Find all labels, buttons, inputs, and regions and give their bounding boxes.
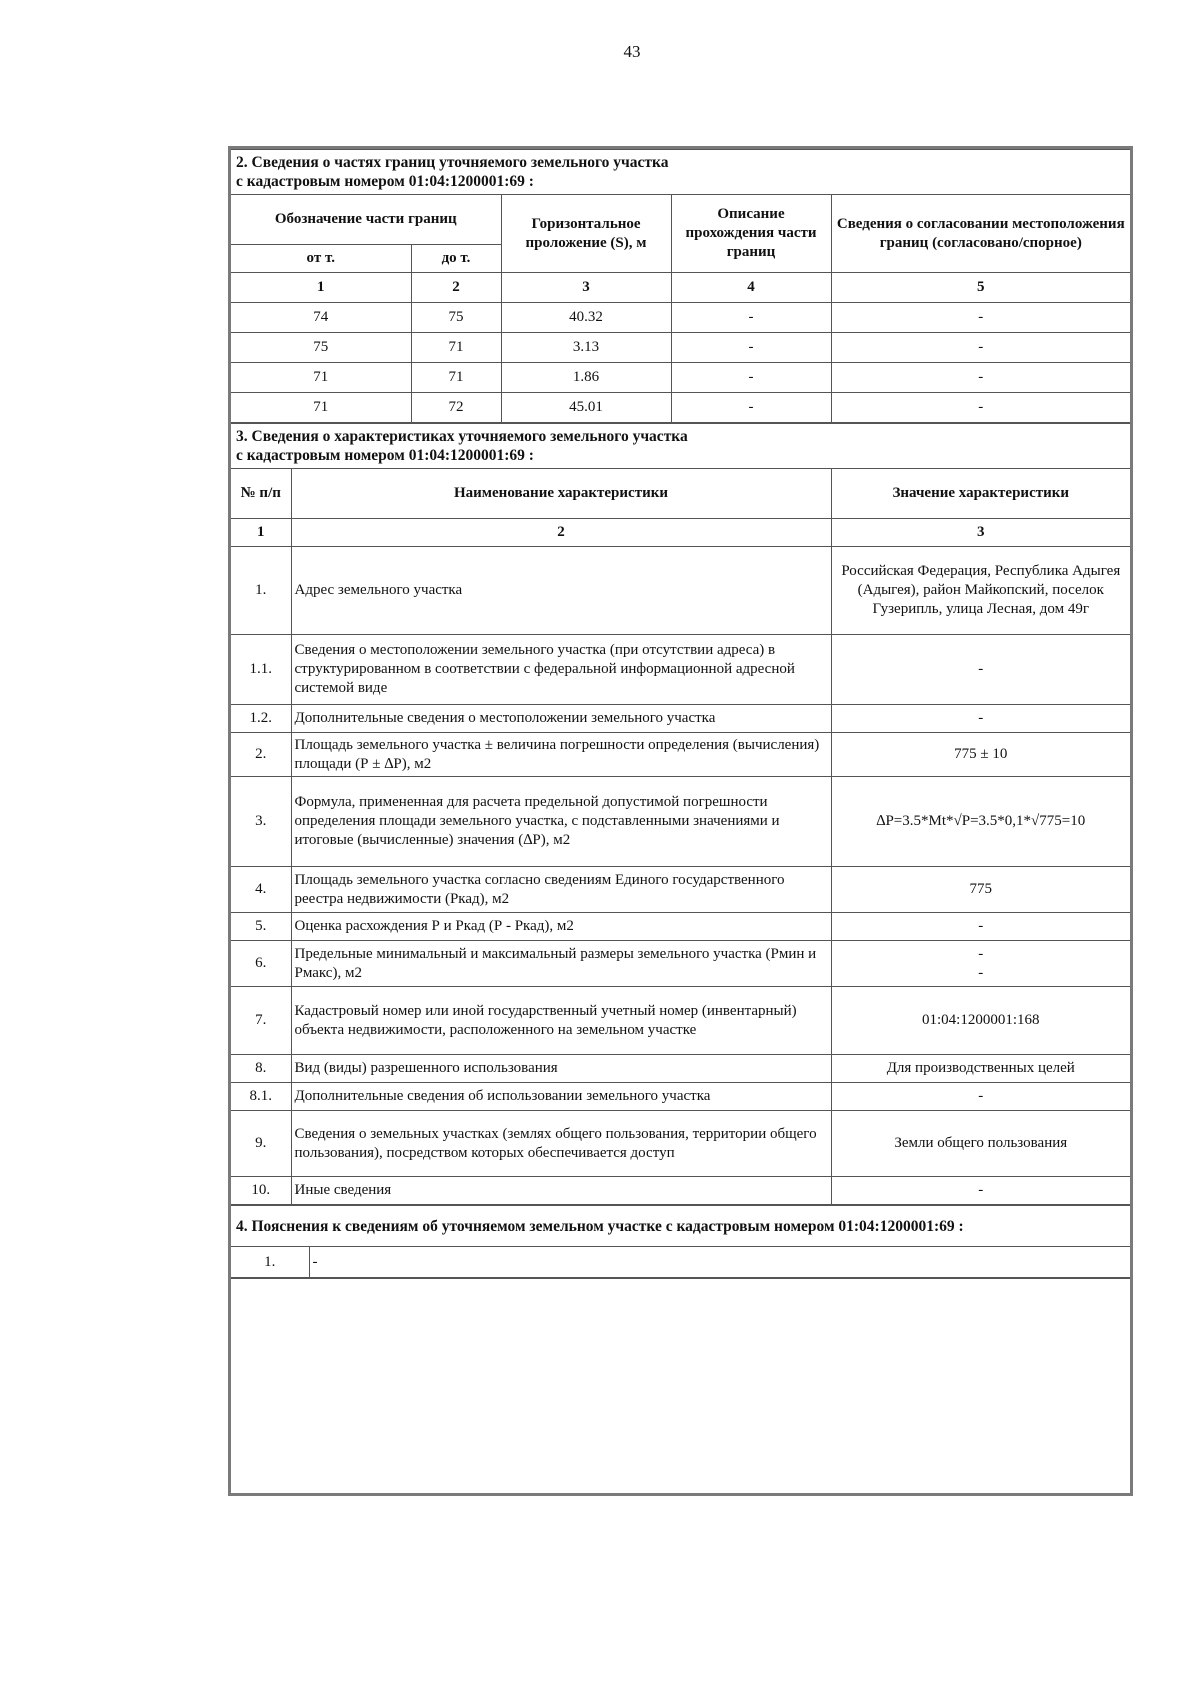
table-row bbox=[231, 1177, 1130, 1205]
table-row bbox=[231, 547, 1130, 635]
note-number: 1. bbox=[231, 1247, 309, 1278]
table-row bbox=[231, 635, 1130, 705]
from-header: от т. bbox=[231, 245, 411, 273]
characteristic-name: Адрес земельного участка bbox=[291, 547, 831, 635]
to-cell: 71 bbox=[411, 333, 501, 363]
characteristic-value: - bbox=[831, 1083, 1130, 1111]
col-number: 1 bbox=[231, 519, 291, 547]
characteristic-name: Площадь земельного участка согласно сведениям Единого государственного реестра недвижимости (Ркад), м2 bbox=[291, 867, 831, 913]
section2-title bbox=[231, 150, 1130, 195]
description-cell: - bbox=[671, 363, 831, 393]
table-row bbox=[231, 333, 1130, 363]
table-row bbox=[231, 363, 1130, 393]
row-number: 5. bbox=[231, 913, 291, 941]
table-row bbox=[231, 705, 1130, 733]
table-row bbox=[231, 733, 1130, 777]
table-row bbox=[231, 867, 1130, 913]
section2-title-line1: 2. Сведения о частях границ уточняемого земельного участка bbox=[236, 154, 669, 171]
section3-title-line1: 3. Сведения о характеристиках уточняемого земельного участка bbox=[236, 428, 688, 445]
to-cell: 71 bbox=[411, 363, 501, 393]
characteristic-name: Формула, примененная для расчета предельной допустимой погрешности определения площади земельного участка, с подставленными значениями и итоговые (вычисленные) значения (∆Р), м2 bbox=[291, 777, 831, 867]
name-header: Наименование характеристики bbox=[291, 469, 831, 519]
table-row bbox=[231, 987, 1130, 1055]
characteristic-value: 01:04:1200001:168 bbox=[831, 987, 1130, 1055]
characteristic-value: - bbox=[831, 705, 1130, 733]
characteristic-name: Площадь земельного участка ± величина погрешности определения (вычисления) площади (Р ± ∆Р), м2 bbox=[291, 733, 831, 777]
row-number: 1.1. bbox=[231, 635, 291, 705]
section3-title-line2: с кадастровым номером 01:04:1200001:69 : bbox=[236, 447, 534, 464]
from-cell: 75 bbox=[231, 333, 411, 363]
from-cell: 71 bbox=[231, 363, 411, 393]
agreement-header: Сведения о согласовании местоположения границ (согласовано/спорное) bbox=[831, 195, 1130, 273]
table-row bbox=[231, 913, 1130, 941]
to-header: до т. bbox=[411, 245, 501, 273]
characteristic-value: 775 ± 10 bbox=[831, 733, 1130, 777]
table-row bbox=[231, 1111, 1130, 1177]
section2-title-line2: с кадастровым номером 01:04:1200001:69 : bbox=[236, 173, 534, 190]
agreement-cell: - bbox=[831, 333, 1130, 363]
col-number: 1 bbox=[231, 273, 411, 303]
col-number: 2 bbox=[411, 273, 501, 303]
value-header: Значение характеристики bbox=[831, 469, 1130, 519]
row-number: 10. bbox=[231, 1177, 291, 1205]
row-number: 3. bbox=[231, 777, 291, 867]
document-frame bbox=[228, 146, 1133, 1496]
table-row bbox=[231, 393, 1130, 423]
row-number: 9. bbox=[231, 1111, 291, 1177]
section3-title bbox=[231, 424, 1130, 469]
characteristic-name: Сведения о местоположении земельного участка (при отсутствии адреса) в структурированном в соответствии с федеральной информационной адресной системой виде bbox=[291, 635, 831, 705]
characteristic-value: 775 bbox=[831, 867, 1130, 913]
to-cell: 72 bbox=[411, 393, 501, 423]
row-number: 6. bbox=[231, 941, 291, 987]
characteristic-value: Российская Федерация, Республика Адыгея (Адыгея), район Майкопский, поселок Гузерипль, улица Лесная, дом 49г bbox=[831, 547, 1130, 635]
table-row bbox=[231, 303, 1130, 333]
row-number: 8.1. bbox=[231, 1083, 291, 1111]
characteristic-name: Дополнительные сведения о местоположении земельного участка bbox=[291, 705, 831, 733]
characteristic-value: Для производственных целей bbox=[831, 1055, 1130, 1083]
table-row bbox=[231, 1055, 1130, 1083]
description-cell: - bbox=[671, 393, 831, 423]
from-cell: 71 bbox=[231, 393, 411, 423]
characteristic-value: - bbox=[831, 913, 1130, 941]
table-row bbox=[231, 1083, 1130, 1111]
characteristic-name: Вид (виды) разрешенного использования bbox=[291, 1055, 831, 1083]
section2-table bbox=[231, 149, 1130, 423]
characteristic-name: Иные сведения bbox=[291, 1177, 831, 1205]
section4-title: 4. Пояснения к сведениям об уточняемом земельном участке с кадастровым номером 01:04:1200001:69 : bbox=[231, 1206, 1130, 1247]
characteristic-value: Земли общего пользования bbox=[831, 1111, 1130, 1177]
agreement-cell: - bbox=[831, 363, 1130, 393]
characteristic-value: - bbox=[831, 635, 1130, 705]
characteristic-value: - - bbox=[831, 941, 1130, 987]
row-number: 8. bbox=[231, 1055, 291, 1083]
description-cell: - bbox=[671, 303, 831, 333]
horizontal-header: Горизонтальное проложение (S), м bbox=[501, 195, 671, 273]
col-number: 5 bbox=[831, 273, 1130, 303]
row-number: 2. bbox=[231, 733, 291, 777]
row-number: 1. bbox=[231, 547, 291, 635]
col-number: 3 bbox=[501, 273, 671, 303]
table-row bbox=[231, 941, 1130, 987]
characteristic-name: Сведения о земельных участках (землях общего пользования, территории общего пользования), посредством которых обеспечивается доступ bbox=[291, 1111, 831, 1177]
from-cell: 74 bbox=[231, 303, 411, 333]
characteristic-value: ∆Р=3.5*Mt*√Р=3.5*0,1*√775=10 bbox=[831, 777, 1130, 867]
row-number: 1.2. bbox=[231, 705, 291, 733]
agreement-cell: - bbox=[831, 393, 1130, 423]
distance-cell: 3.13 bbox=[501, 333, 671, 363]
col-number: 4 bbox=[671, 273, 831, 303]
description-cell: - bbox=[671, 333, 831, 363]
distance-cell: 45.01 bbox=[501, 393, 671, 423]
col-number: 2 bbox=[291, 519, 831, 547]
section4-table bbox=[231, 1205, 1130, 1278]
to-cell: 75 bbox=[411, 303, 501, 333]
row-number: 7. bbox=[231, 987, 291, 1055]
characteristic-name: Предельные минимальный и максимальный размеры земельного участка (Рмин и Рмакс), м2 bbox=[291, 941, 831, 987]
characteristic-name: Дополнительные сведения об использовании земельного участка bbox=[291, 1083, 831, 1111]
description-header: Описание прохождения части границ bbox=[671, 195, 831, 273]
note-text: - bbox=[309, 1247, 1130, 1278]
part-designation-header: Обозначение части границ bbox=[231, 195, 501, 245]
agreement-cell: - bbox=[831, 303, 1130, 333]
col-number: 3 bbox=[831, 519, 1130, 547]
page-number: 43 bbox=[623, 42, 641, 61]
table-row bbox=[231, 1247, 1130, 1278]
distance-cell: 1.86 bbox=[501, 363, 671, 393]
characteristic-name: Оценка расхождения Р и Ркад (Р - Ркад), м2 bbox=[291, 913, 831, 941]
characteristic-name: Кадастровый номер или иной государственный учетный номер (инвентарный) объекта недвижимости, расположенного на земельном участке bbox=[291, 987, 831, 1055]
num-header: № п/п bbox=[231, 469, 291, 519]
notes-blank-area bbox=[231, 1278, 1130, 1469]
characteristic-value: - bbox=[831, 1177, 1130, 1205]
table-row bbox=[231, 777, 1130, 867]
distance-cell: 40.32 bbox=[501, 303, 671, 333]
section3-table bbox=[231, 423, 1130, 1205]
row-number: 4. bbox=[231, 867, 291, 913]
